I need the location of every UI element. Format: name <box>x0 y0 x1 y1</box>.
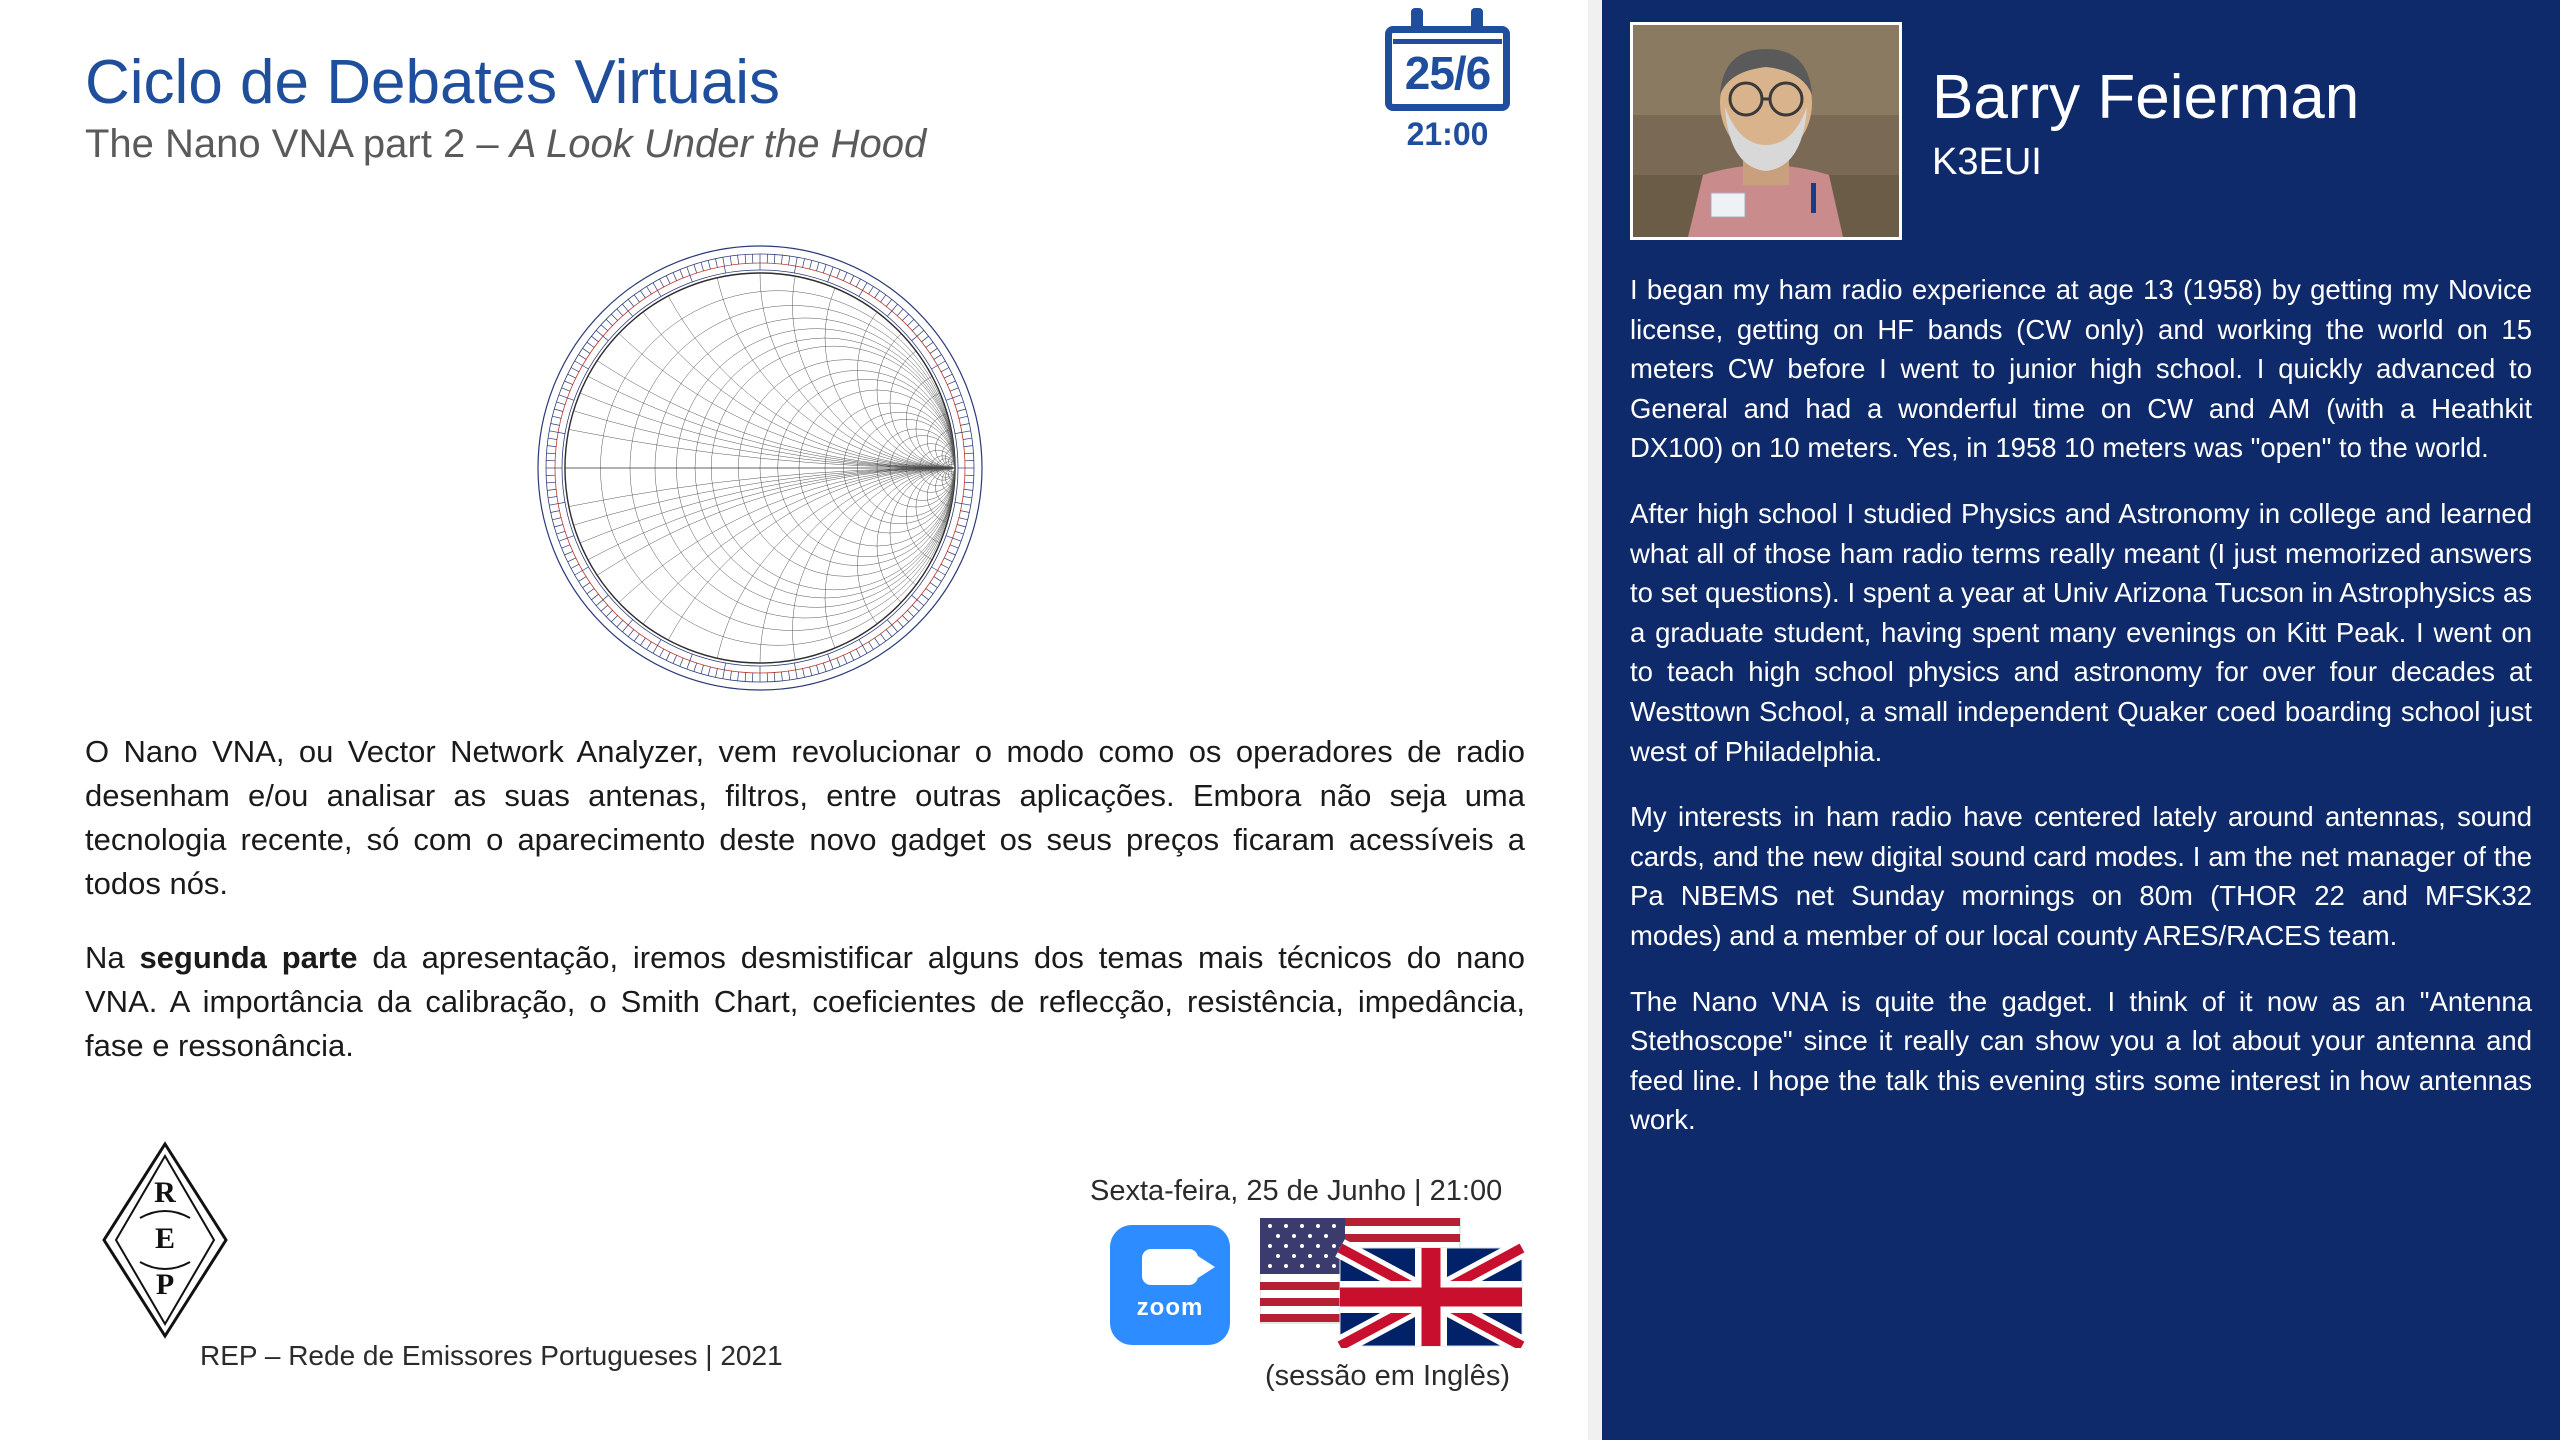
page-subtitle <box>85 121 1547 167</box>
rep-logo <box>100 1140 230 1340</box>
bio-paragraph-4: The Nano VNA is quite the gadget. I think of it now as an "Antenna Stethoscope" since it really can show you a lot about your antenna and feed line. I hope the talk this evening stirs some interest in how antennas work. <box>1630 985 2532 1136</box>
svg-text:R: R <box>154 1176 176 1209</box>
bio-paragraph-1: I began my ham radio experience at age 13 (1958) by getting my Novice license, getting on HF bands (CW only) and working the world on 15 meters CW before I went to junior high school. I quickly advanced to General and had a wonderful time on CW and AM (with a Heathkit DX100) on 10 meters. Yes, in 1958 10 meters was "open" to the world. <box>1630 274 2532 464</box>
zoom-label: zoom <box>1136 1293 1204 1321</box>
speaker-header <box>1630 22 2532 240</box>
description-paragraph-2-rest: da apresentação, iremos desmistificar alguns dos temas mais técnicos do nano VNA. A importância da calibração, o Smith Chart, coeficientes de reflecção, resistência, impedância, fase e ressonância. <box>85 940 1525 1064</box>
subtitle-main: The Nano VNA part 2 – <box>85 122 510 167</box>
description-text <box>85 730 1525 1068</box>
speaker-panel <box>1602 0 2560 1440</box>
event-time: 21:00 <box>1406 116 1489 152</box>
page-title: Ciclo de Debates Virtuais <box>85 48 780 117</box>
smith-chart-image <box>515 218 1015 718</box>
description-bold: segunda parte <box>139 940 358 976</box>
svg-text:P: P <box>155 1268 175 1301</box>
svg-text:E: E <box>154 1222 176 1255</box>
language-note: (sessão em Inglês) <box>1265 1360 1510 1392</box>
event-date: 25/6 <box>1404 47 1491 99</box>
video-camera-icon <box>1142 1249 1198 1285</box>
calendar-icon <box>1385 8 1515 152</box>
speaker-name-block <box>1932 22 2359 184</box>
zoom-button[interactable] <box>1110 1225 1230 1345</box>
flags-icon <box>1260 1218 1525 1348</box>
description-paragraph-2: Na segunda parte da apresentação, iremos desmistificar alguns dos temas mais técnicos do nano VNA. A importância da calibração, o Smith Chart, coeficientes de reflecção, resistência, impedância, fase e ressonância. <box>85 940 1525 1064</box>
speaker-photo <box>1630 22 1902 240</box>
speaker-callsign: K3EUI <box>1932 141 2042 183</box>
calendar-divider <box>1393 39 1502 44</box>
speaker-bio <box>1630 270 2532 1140</box>
bio-paragraph-3: My interests in ham radio have centered lately around antennas, sound cards, and the new digital sound card modes. I am the net manager of the Pa NBEMS net Sunday mornings on 80m (THOR 22 and MFSK32 modes) and a member of our local county ARES/RACES team. <box>1630 801 2532 951</box>
description-paragraph-1: O Nano VNA, ou Vector Network Analyzer, vem revolucionar o modo como os operadores de radio desenham e/ou analisar as suas antenas, filtros, entre outras aplicações. Embora não seja uma tecnologia recente, só com o aparecimento deste novo gadget os seus preços ficaram acessíveis a todos nós. <box>85 734 1525 902</box>
speaker-name: Barry Feierman <box>1932 63 2360 132</box>
subtitle-italic: A Look Under the Hood <box>509 122 927 167</box>
rep-caption: REP – Rede de Emissores Portugueses | 2021 <box>200 1340 783 1371</box>
bio-paragraph-2: After high school I studied Physics and Astronomy in college and learned what all of those ham radio terms really meant (I just memorized answers to set questions). I spent a year at Univ Arizona Tucson in Astrophysics as a graduate student, having spent many evenings on Kitt Peak. I went on to teach high school physics and astronomy for over four decades at Westtown School, a small independent Quaker coed boarding school just west of Philadelphia. <box>1630 497 2532 767</box>
session-datetime: Sexta-feira, 25 de Junho | 21:00 <box>1090 1175 1503 1207</box>
